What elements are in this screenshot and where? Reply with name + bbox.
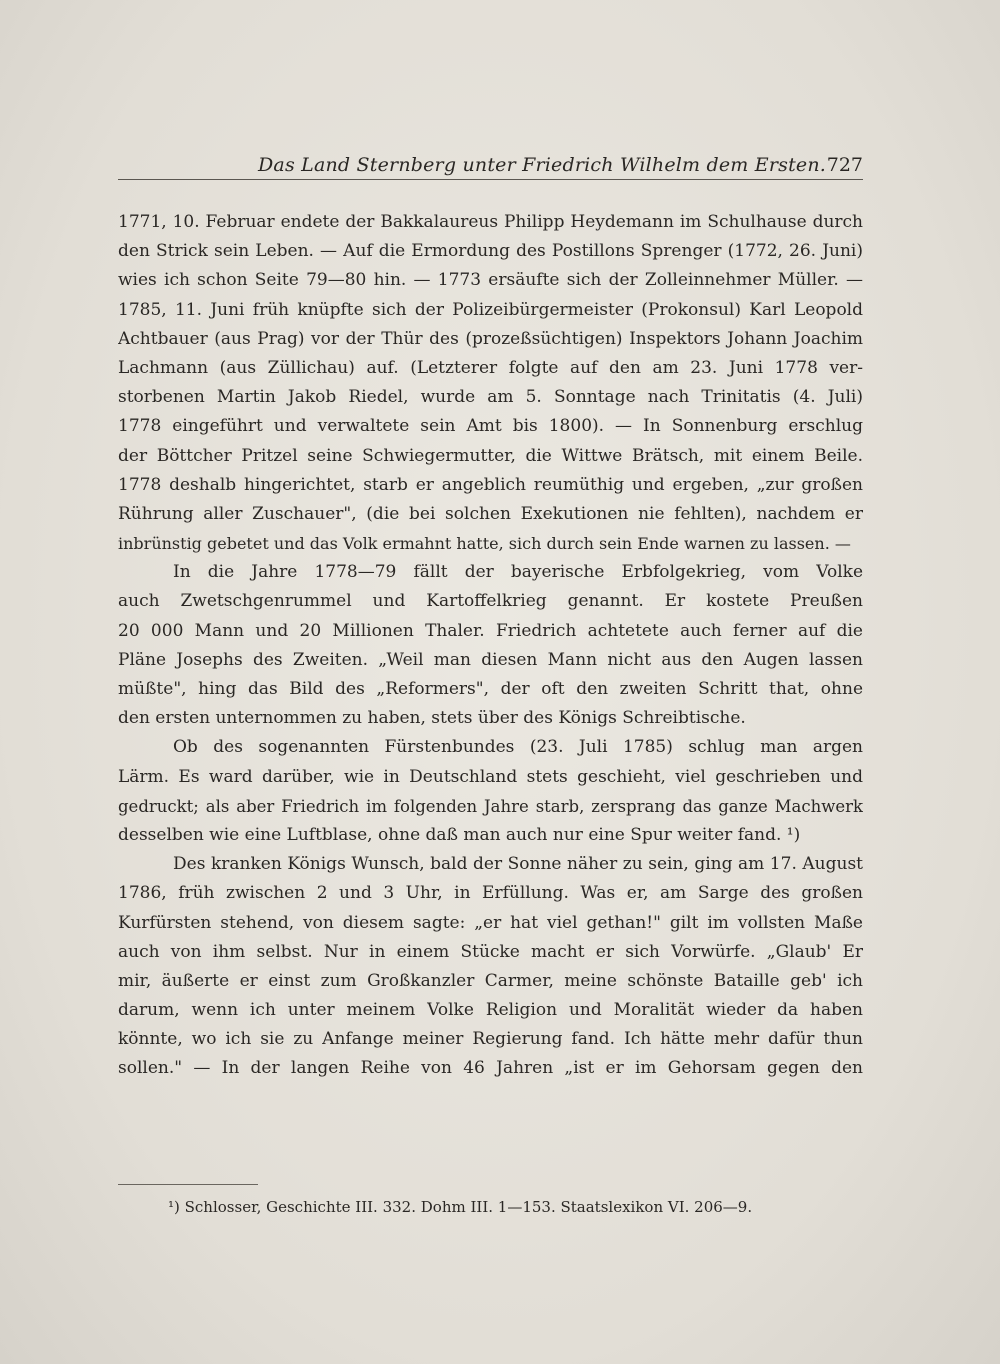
text-line: den ersten unternommen zu haben, stets über des Königs Schreibtische. [118, 708, 746, 729]
text-line: 20 000 Mann und 20 Millionen Thaler. Friedrich achtetete auch ferner auf die [118, 620, 863, 641]
text-line: mir, äußerte er einst zum Großkanzler Carmer, meine schönste Bataille geb' ich [118, 970, 863, 991]
page-number: 727 [826, 154, 863, 176]
text-line: den Strick sein Leben. — Auf die Ermordung des Postillons Sprenger (1772, 26. Juni) [118, 241, 863, 262]
text-line: Pläne Josephs des Zweiten. „Weil man diesen Mann nicht aus den Augen lassen [118, 649, 863, 670]
footnote: ¹) Schlosser, Geschichte III. 332. Dohm III. 1—153. Staatslexikon VI. 206—9. [168, 1198, 753, 1216]
text-line: müßte", hing das Bild des „Reformers", der oft den zweiten Schritt that, ohne [118, 679, 863, 699]
text-line: 1771, 10. Februar endete der Bakkalaureus Philipp Heydemann im Schulhause durch [118, 212, 863, 232]
text-line: Rührung aller Zuschauer", (die bei solchen Exekutionen nie fehlten), nachdem er [118, 503, 863, 524]
text-line: desselben wie eine Luftblase, ohne daß man auch nur eine Spur weiter fand. ¹) [118, 824, 801, 845]
text-line: gedruckt; als aber Friedrich im folgenden Jahre starb, zersprang das ganze Machwerk [118, 796, 863, 816]
page-header [118, 150, 863, 184]
text-line: sollen." — In der langen Reihe von 46 Jahren „ist er im Gehorsam gegen den [118, 1058, 863, 1079]
text-line: Lärm. Es ward darüber, wie in Deutschland stets geschieht, viel geschrieben und [118, 766, 863, 787]
text-line: storbenen Martin Jakob Riedel, wurde am 5. Sonntage nach Trinitatis (4. Juli) [118, 387, 863, 408]
text-line: Achtbauer (aus Prag) vor der Thür des (prozeßsüchtigen) Inspektors Johann Joachim [118, 328, 863, 349]
running-title: Das Land Sternberg unter Friedrich Wilhelm dem Ersten. [258, 154, 827, 176]
text-line: 1778 deshalb hingerichtet, starb er angeblich reumüthig und ergeben, „zur großen [118, 474, 863, 495]
text-line: auch von ihm selbst. Nur in einem Stücke macht er sich Vorwürfe. „Glaub' Er [118, 941, 863, 962]
header-rule [118, 179, 863, 180]
text-line: Des kranken Königs Wunsch, bald der Sonne näher zu sein, ging am 17. August [173, 854, 863, 875]
body-text [118, 208, 863, 1084]
text-line: 1778 eingeführt und verwaltete sein Amt bis 1800). — In Sonnenburg erschlug [118, 416, 863, 437]
text-line: Ob des sogenannten Fürstenbundes (23. Juli 1785) schlug man argen [173, 737, 863, 758]
text-line: auch Zwetschgenrummel und Kartoffelkrieg genannt. Er kostete Preußen [118, 591, 863, 612]
text-line: darum, wenn ich unter meinem Volke Religion und Moralität wieder da haben [118, 1000, 863, 1021]
text-line: 1786, früh zwischen 2 und 3 Uhr, in Erfüllung. Was er, am Sarge des großen [118, 883, 863, 904]
text-line: wies ich schon Seite 79—80 hin. — 1773 ersäufte sich der Zolleinnehmer Müller. — [118, 270, 863, 291]
text-line: Kurfürsten stehend, von diesem sagte: „er hat viel gethan!" gilt im vollsten Maße [118, 912, 863, 933]
footnote-rule [118, 1184, 258, 1185]
text-line: inbrünstig gebetet und das Volk ermahnt hatte, sich durch sein Ende warnen zu lassen. — [118, 534, 851, 554]
text-line: In die Jahre 1778—79 fällt der bayerische Erbfolgekrieg, vom Volke [173, 562, 863, 583]
text-line: 1785, 11. Juni früh knüpfte sich der Polizeibürgermeister (Prokonsul) Karl Leopold [118, 299, 863, 320]
text-line: Lachmann (aus Züllichau) auf. (Letzterer folgte auf den am 23. Juni 1778 ver- [118, 357, 863, 378]
text-line: könnte, wo ich sie zu Anfange meiner Regierung fand. Ich hätte mehr dafür thun [118, 1029, 863, 1050]
text-line: der Böttcher Pritzel seine Schwiegermutter, die Wittwe Brätsch, mit einem Beile. [118, 445, 863, 466]
